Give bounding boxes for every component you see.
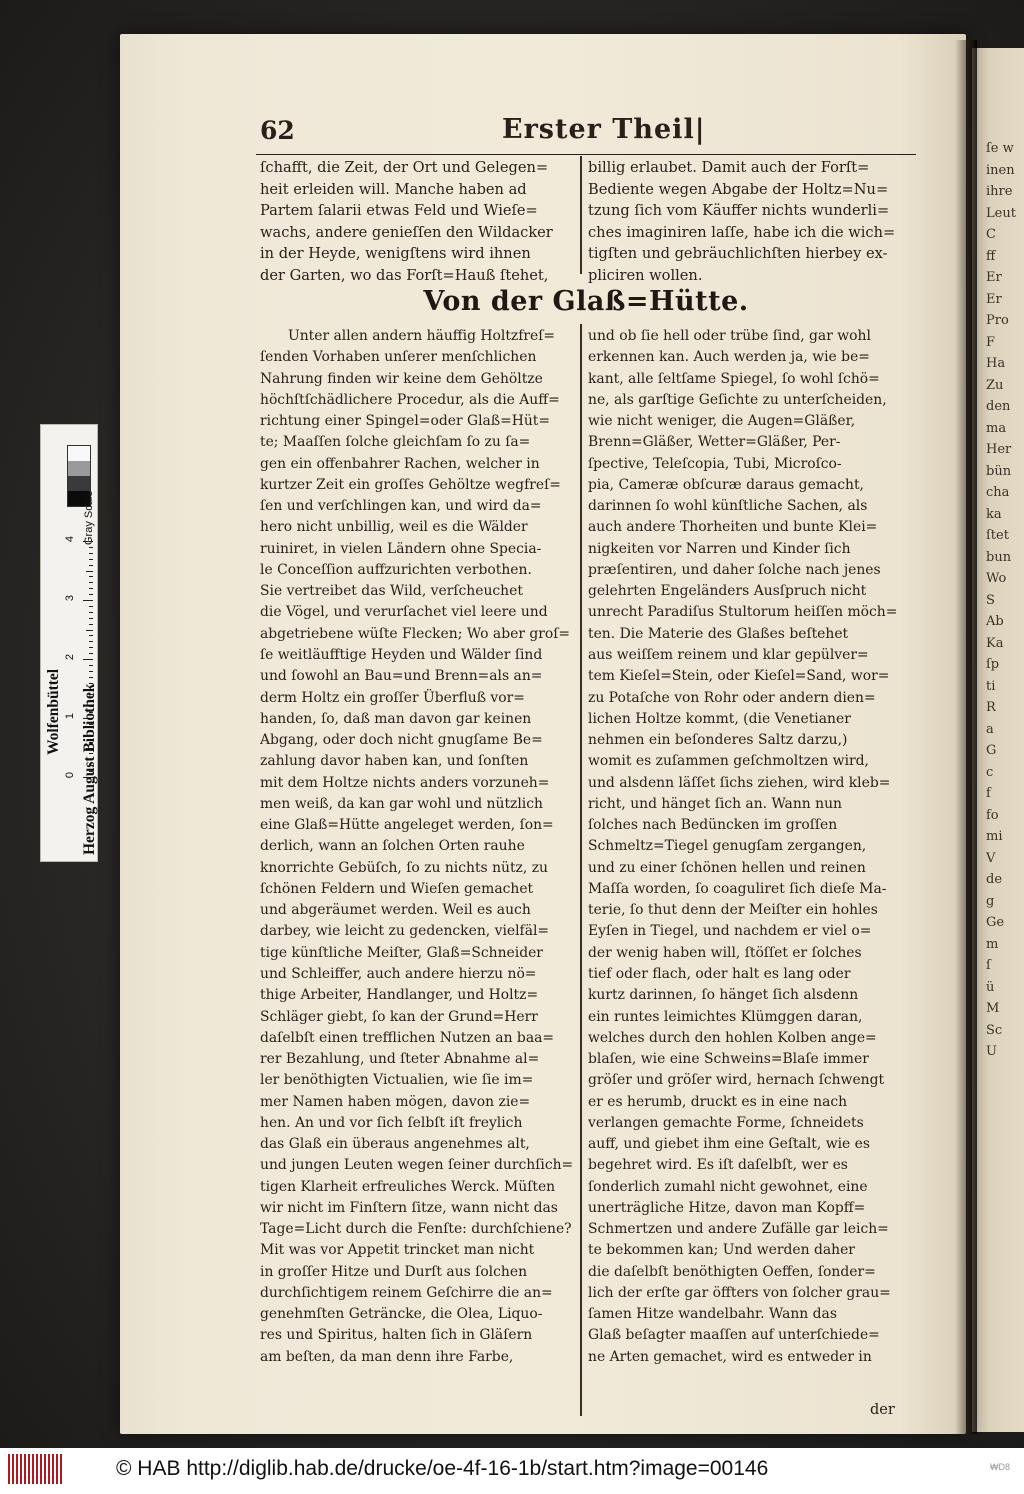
text-line: tzung ſich vom Käuffer nichts wunderli= [588,202,890,220]
ruler-tick [89,624,93,625]
facing-text-fragment: ſ [986,958,991,973]
ruler-number: 0 [64,771,77,779]
facing-text-fragment: c [986,764,994,780]
text-line: verlangen gemachte Forme, ſchneidets [588,1114,864,1131]
facing-text-fragment: F [986,334,996,350]
color-scale-card [40,424,98,862]
top-right-column [588,157,908,287]
facing-text-fragment: Her [986,442,1012,457]
main-left-column [260,326,576,1368]
text-line: nehmen ein beſonderes Saltz darzu,) [588,732,848,749]
text-line: ſamen Hitze wandelbahr. Wann das [588,1306,837,1323]
text-line: tige künſtliche Meiſter, Glaß=Schneider [260,944,543,961]
text-line: Schläger giebt, ſo kan der Grund=Herr [260,1008,538,1025]
column-rule-main [580,324,582,1416]
text-line: mit dem Holtze nichts anders vorzuneh= [260,774,550,791]
text-line: gen ein offenbahrer Rachen, welcher in [260,455,540,472]
text-line: und abgeräumet werden. Weil es auch [260,902,531,919]
text-line: auff, und giebet ihm eine Geſtalt, wie es [588,1136,871,1153]
text-line: Schmertzen und andere Zufälle gar leich= [588,1221,889,1238]
text-line: terie, ſo thut denn der Meiſter ein hohles [588,902,878,919]
facing-text-fragment: Leut [986,205,1016,221]
facing-text-fragment: Pro [986,313,1009,328]
facing-text-fragment: ü [986,979,995,995]
gray-scale-label: Gray Scale [83,490,95,545]
ruler-tick [89,612,93,613]
text-line: præſentiren, und daher ſolche nach jenes [588,561,881,578]
text-line: ne, als garſtige Geſichte zu unterſcheiden, [588,391,887,408]
ruler-tick [89,547,93,548]
library-name: Herzog August Bibliothek [81,683,98,855]
facing-text-fragment: fo [986,807,999,823]
top-left-column [260,157,578,287]
facing-text-fragment: S [986,592,995,608]
facing-text-fragment: mi [986,829,1003,844]
facing-text-fragment: Er [986,270,1002,285]
text-line: ſchönen Feldern und Wieſen gemachet [260,880,534,897]
facing-text-fragment: Sc [986,1022,1003,1038]
text-line: und Schleiffer, auch andere hierzu nö= [260,965,537,982]
text-line: blaſen, wie eine Schweins=Blaſe immer [588,1051,869,1068]
text-line: daſelbſt einen trefflichen Nutzen an baa= [260,1029,555,1046]
text-line: te bekommen kan; Und werden daher [588,1242,855,1259]
text-line: thige Arbeiter, Handlanger, und Holtz= [260,987,539,1004]
text-line: und ſowohl an Bau=und Brenn=als an= [260,668,543,685]
text-line: ſen und verſchlingen kan, und wird da= [260,498,542,515]
text-line: ein runtes leimichtes Klümggen daran, [588,1008,863,1025]
facing-text-fragment: ti [986,678,996,694]
text-line: wie nicht weniger, die Augen=Gläßer, [588,413,856,430]
facing-text-fragment: G [986,743,997,758]
text-line: richtung einer Spingel=oder Glaß=Hüt= [260,413,551,430]
catchword: der [870,1402,895,1418]
text-line: kurtz darinnen, ſo hänget ſich alsdenn [588,987,859,1004]
text-line: die Vögel, und verurſachet viel leere und [260,604,548,621]
text-line: pliciren wollen. [588,266,703,284]
text-line: handen, ſo, daß man davon gar keinen [260,710,532,727]
facing-text-fragment: V [986,850,996,866]
text-line: und zu einer ſchönen hellen und reinen [588,859,866,876]
text-line: le Conceſſion auffzurichten verbothen. [260,561,532,578]
text-line: Abgang, oder doch nicht gnugſame Be= [260,732,543,749]
text-line: in der Heyde, wenigſtens wird ihnen [260,245,531,263]
ruler-tick [89,677,93,678]
text-line: derm Holtz ein groſſer Überfluß vor= [260,689,525,706]
text-line: durchſichtigem reinem Geſchirre die an= [260,1284,553,1301]
corner-mark: ₩D8 [990,1462,1010,1472]
ruler-tick [89,553,93,554]
text-line: gelehrten Engeländers Ausſpruch nicht [588,583,867,600]
facing-text-fragment: de [986,872,1003,887]
text-line: der Garten, wo das Forſt=Hauß ſtehet, [260,266,549,284]
text-line: erkennen kan. Auch werden ja, wie be= [588,349,870,366]
text-line: kant, alle ſeltſame Spiegel, ſo wohl ſchö= [588,370,880,387]
text-line: Partem ſalarii etwas Feld und Wieſe= [260,202,538,220]
facing-text-fragment: ihre [986,184,1013,199]
facing-text-fragment: inen [986,162,1015,178]
text-line: Unter allen andern häuffig Holtzfreſ= [288,328,555,344]
text-line: Eyſen in Tiegel, und nachdem er viel o= [588,923,872,940]
text-line: richt, und hänget ſich an. Wann nun [588,795,842,812]
text-line: ſpective, Teleſcopia, Tubi, Microſco- [588,455,842,472]
ruler-number: 4 [64,535,77,543]
text-line: mer Namen haben mögen, davon zie= [260,1093,531,1110]
text-line: darbey, wie leicht zu gedencken, vielfäl= [260,923,550,940]
running-head [256,114,916,155]
text-line: das Glaß ein überaus angenehmes alt, [260,1136,530,1153]
facing-text-fragment: Ab [986,614,1004,629]
text-line: er es herumb, druckt es in eine nach [588,1093,848,1110]
main-right-column [588,326,910,1368]
text-line: heit erleiden will. Manche haben ad [260,180,527,198]
text-line: wachs, andere genieſſen den Wildacker [260,223,553,241]
column-rule-top [580,156,582,274]
text-line: genehmſten Geträncke, die Olea, Liquo- [260,1306,543,1323]
facing-text-fragment: ma [986,420,1007,436]
ruler-tick [89,647,93,648]
text-line: ruiniret, in vielen Ländern ohne Specia- [260,540,542,557]
text-line: Tage=Licht durch die Fenſte: durchſchiene? [260,1221,572,1238]
facing-text-fragment: Ge [986,915,1005,930]
facing-text-fragment: m [986,936,999,952]
text-line: Brenn=Gläßer, Wetter=Gläßer, Per- [588,434,841,451]
footer-bar [0,1448,1024,1494]
facing-text-fragment: ſe w [986,141,1014,156]
page-number: 62 [260,116,295,145]
text-line: auch andere Thorheiten und bunte Klei= [588,519,878,536]
text-line: eine Glaß=Hütte angeleget werden, ſon= [260,817,554,834]
ruler-tick [89,618,93,619]
text-line: rer Bezahlung, und ſteter Abnahme al= [260,1051,540,1068]
text-line: Nahrung finden wir keine dem Gehöltze [260,370,543,387]
text-line: unerträgliche Hitze, davon man Kopff= [588,1199,866,1216]
facing-text-fragment: den [986,399,1011,414]
text-line: gröſer und gröſer wird, hernach ſchwengt [588,1072,885,1089]
facing-text-fragment: bun [986,549,1012,565]
facing-text-fragment: R [986,700,996,715]
facing-page [972,48,1024,1432]
text-line: pia, Cameræ obſcuræ daraus gemacht, [588,476,864,493]
ruler-tick [89,594,93,595]
text-line: men weiß, da kan gar wohl und nützlich [260,795,543,812]
text-line: tief oder flach, oder halt es lang oder [588,965,851,982]
text-line: kurtzer Zeit ein groſſes Gehöltze wegfreſ= [260,476,561,493]
text-line: billig erlaubet. Damit auch der Forſt= [588,159,870,176]
ruler-tick [89,559,93,560]
text-line: hero nicht unbillig, weil es die Wälder [260,519,528,536]
facing-text-fragment: ſp [986,657,1000,672]
text-line: hen. An und vor ſich ſelbſt iſt freylich [260,1114,523,1131]
ruler-tick [89,565,93,566]
text-line: die daſelbſt benöthigten Oeffen, ſonder= [588,1263,876,1280]
text-line: res und Spiritus, halten ſich in Gläſern [260,1327,533,1344]
ruler-number: 1 [64,712,77,720]
text-line: Sie vertreibet das Wild, verſcheuchet [260,583,523,600]
text-line: und jungen Leuten wegen ſeiner durchſich= [260,1157,574,1174]
ruler-tick [86,630,93,631]
ruler-number: 3 [64,594,77,602]
facing-text-fragment: U [986,1044,997,1059]
text-line: ten. Die Materie des Glaßes beſtehet [588,625,849,642]
text-line: ſenden Vorhaben unſerer menſchlichen [260,349,537,366]
ruler-tick [89,641,93,642]
ruler-tick [89,606,93,607]
text-line: ler benöthigten Victualien, wie ſie im= [260,1072,534,1089]
text-line: lichen Holtze kommt, (die Venetianer [588,710,851,727]
facing-text-fragment: Ha [986,356,1006,371]
text-line: Bediente wegen Abgabe der Holtz=Nu= [588,180,889,198]
facing-text-fragment: f [986,786,991,801]
facing-text-fragment: C [986,227,996,242]
text-line: ſonderlich zumahl nicht gewohnet, eine [588,1178,868,1195]
facing-text-fragment: g [986,893,995,909]
facing-text-fragment: bün [986,463,1012,479]
text-line: ſe weitläufftige Heyden und Wälder ſind [260,646,543,663]
text-line: lich der erſte gar öffters von ſolcher grau= [588,1284,891,1301]
text-line: Mit was vor Appetit trincket man nicht [260,1242,535,1259]
text-line: zahlung davor haben kan, und ſonſten [260,753,529,770]
text-line: Maſſa worden, ſo coaguliret ſich dieſe Ma- [588,880,887,897]
text-line: welches durch den hohlen Kolben ange= [588,1029,877,1046]
facing-text-fragment: Wo [986,571,1007,586]
text-line: darinnen ſo wohl künſtliche Sachen, als [588,498,868,515]
text-line: knorrichte Gebüſch, ſo zu nichts nütz, zu [260,859,548,876]
text-line: aus weiſſem reinem und klar gepülver= [588,646,869,663]
facing-text-fragment: Er [986,291,1002,307]
copyright-link[interactable]: © HAB http://diglib.hab.de/drucke/oe-4f-16-1b/start.htm?image=00146 [116,1457,769,1480]
text-line: begehret wird. Es iſt daſelbſt, wer es [588,1157,848,1174]
text-line: ſolches nach Bedüncken im groſſen [588,817,838,834]
hab-logo-icon [8,1454,66,1488]
ruler-tick [83,659,93,660]
text-line: ſchafft, die Zeit, der Ort und Gelegen= [260,159,549,176]
ruler-tick [86,571,93,572]
text-line: te; Maaſſen ſolche gleichſam ſo zu ſa= [260,434,531,451]
ruler-tick [89,671,93,672]
text-line: abgetriebene wüſte Flecken; Wo aber groſ= [260,625,571,642]
facing-text-fragment: Ka [986,635,1004,651]
text-line: Glaß beſagter maaſſen auf unterſchiede= [588,1327,880,1344]
facing-text-fragment: ff [986,248,996,264]
ruler-tick [89,576,93,577]
page-gutter [955,40,977,1434]
text-line: in groſſer Hitze und Durſt aus ſolchen [260,1263,528,1280]
ruler-tick [89,582,93,583]
text-line: ches imaginiren laſſe, habe ich die wich= [588,223,896,241]
ruler-tick [89,588,93,589]
text-line: Schmeltz=Tiegel genugſam zergangen, [588,838,867,855]
ruler-number: 2 [64,653,77,661]
text-line: womit es zuſammen geſchmoltzen wird, [588,753,869,770]
ruler-tick [89,665,93,666]
ruler-tick [89,635,93,636]
section-heading: Von der Glaß=Hütte. [423,286,749,317]
header-title: Erster Theil| [502,114,706,145]
text-line: wir nicht im Finſtern ſitze, wann nicht das [260,1199,558,1216]
text-line: tigſten und gebräuchlichſten hierbey ex- [588,245,888,263]
facing-text-fragment: cha [986,485,1010,500]
facing-text-fragment: ſtet [986,528,1009,543]
ruler-tick [83,600,93,601]
text-line: derlich, wann an ſolchen Orten rauhe [260,838,525,855]
library-city: Wolfenbüttel [45,668,62,755]
text-line: nigkeiten vor Narren und Kinder ſich [588,540,851,557]
text-line: zu Potaſche von Rohr oder andern dien= [588,689,876,706]
facing-text-fragment: M [986,1001,1000,1016]
text-line: und ob ſie hell oder trübe ſind, gar wohl [588,328,871,344]
facing-text-fragment: Zu [986,377,1004,393]
text-line: höchſtſchädlichere Procedur, als die Auff= [260,391,560,408]
facing-text-fragment: a [986,721,994,737]
text-line: ne Arten gemachet, wird es entweder in [588,1348,872,1365]
text-line: tem Kieſel=Stein, oder Kieſel=Sand, wor= [588,668,890,685]
ruler-tick [89,653,93,654]
text-line: unrecht Paradiſus Stultorum heiſſen möch= [588,604,898,621]
text-line: tigen Klarheit erfreuliches Werck. Müſten [260,1178,556,1195]
facing-text-fragment: ka [986,506,1002,522]
text-line: der wenig haben will, ſtöſſet er ſolches [588,944,862,961]
text-line: am beſten, da man denn ihre Farbe, [260,1348,514,1365]
text-line: und alsdenn läſſet ſichs ziehen, wird kleb= [588,774,891,791]
